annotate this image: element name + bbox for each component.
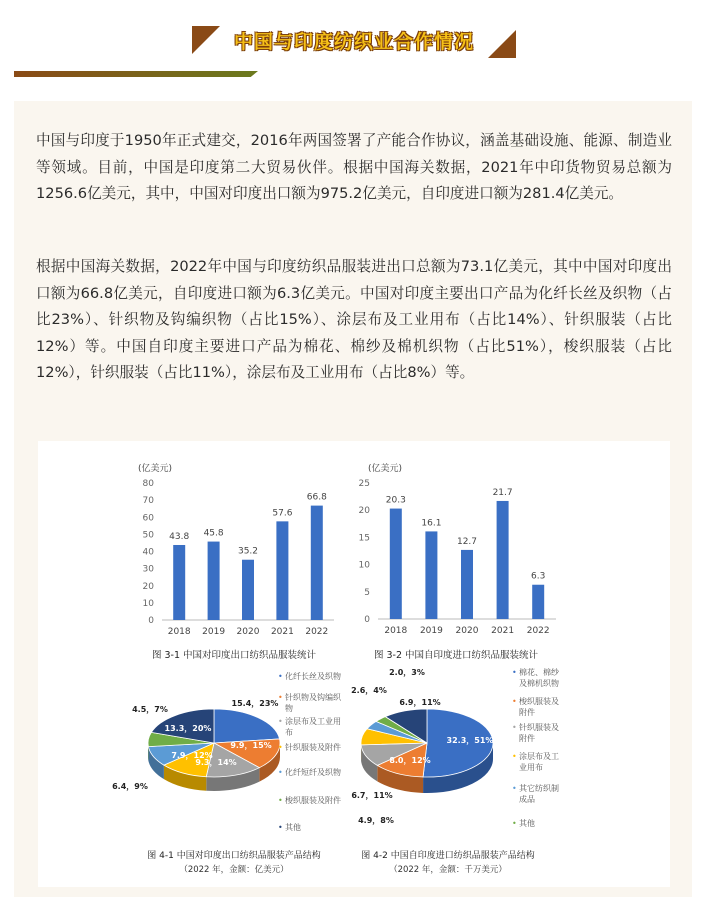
bar-chart-1-data-label: 43.8 (169, 531, 190, 542)
bar-chart-2-bar (461, 550, 473, 619)
pie-1-data-label: 13.3，20% (164, 724, 212, 733)
bar-chart-2-caption: 图 3-2 中国自印度进口纺织品服装统计 (373, 650, 539, 661)
pie-1-data-label: 15.4，23% (231, 699, 279, 708)
bar-chart-1-xtick: 2022 (305, 627, 329, 637)
bar-chart-2-bar (497, 501, 509, 619)
bar-chart-2-data-label: 12.7 (456, 536, 478, 547)
pie-1-legend-label: 其他 (285, 823, 301, 832)
pie-1-legend-bullet: • (278, 672, 283, 681)
bar-chart-2-bar (425, 531, 437, 619)
pie-2-data-label: 2.6，4% (351, 686, 387, 695)
charts-svg (38, 441, 670, 887)
bar-chart-1-ytick: 50 (142, 530, 154, 541)
pie-1-legend-label: 梭织服装及附件 (285, 796, 341, 805)
pie-1-data-label: 9.9，15% (230, 741, 272, 750)
paragraph-trade-overview: 中国与印度于1950年正式建交，2016年两国签署了产能合作协议，涵盖基础设施、能源、制造业等领域。目前，中国是印度第二大贸易伙伴。根据中国海关数据，2021年中印货物贸易总额为1256.6亿美元，其中，中国对印度出口额为975.2亿美元，自印度进口额为281.4亿美元。 (36, 132, 672, 202)
pie-2-legend-label: 成品 (519, 795, 535, 804)
pie-2-data-label: 32.3，51% (446, 736, 494, 745)
bar-chart-2-data-label: 21.7 (492, 487, 513, 498)
bar-chart-2-data-label: 6.3 (531, 571, 546, 582)
pie-2-subcaption: （2022 年，金额：千万美元） (389, 865, 507, 875)
bar-chart-1-ytick: 0 (148, 616, 154, 626)
bar-chart-2-xtick: 2020 (455, 626, 479, 636)
bar-chart-2-xtick: 2019 (419, 626, 443, 636)
pie-1-slice (214, 709, 280, 743)
bar-chart-2-bar (532, 585, 544, 619)
pie-2-data-label: 4.9，8% (358, 816, 394, 825)
bar-chart-1-ytick: 80 (142, 479, 154, 489)
pie-1-data-label: 9.3，14% (195, 758, 237, 767)
bar-chart-2-xtick: 2021 (491, 626, 515, 636)
pie-1-legend-label: 针织服装及附件 (285, 743, 341, 752)
pie-1-legend-bullet: • (278, 768, 283, 777)
pie-1-data-label: 4.5，7% (132, 705, 168, 714)
pie-2-legend-bullet: • (512, 697, 517, 706)
pie-1-legend-bullet: • (278, 796, 283, 805)
pie-2-legend-bullet: • (512, 723, 517, 732)
pie-1-legend-bullet: • (278, 717, 283, 726)
pie-1-legend-bullet: • (278, 693, 283, 702)
pie-2-legend-bullet: • (512, 668, 517, 677)
bar-chart-1-bar (242, 560, 254, 620)
pie-1-legend-label: 涂层布及工业用 (285, 717, 341, 726)
pie-1-data-label: 7.9，12% (171, 751, 213, 760)
pie-2-legend-label: 针织服装及 (519, 723, 559, 732)
bar-chart-1-xtick: 2018 (167, 627, 191, 637)
bar-chart-2-bar (390, 509, 402, 619)
bar-chart-2-ytick: 0 (364, 615, 370, 625)
bar-chart-2-ytick: 10 (358, 560, 370, 571)
pie-2-legend-bullet: • (512, 784, 517, 793)
pie-2-legend-bullet: • (512, 819, 517, 828)
pie-2-legend-label: 其它纺织制 (519, 784, 559, 793)
pie-1-legend-label: 布 (285, 728, 293, 737)
bar-chart-2-ytick: 15 (358, 533, 370, 544)
bar-chart-2-ytick: 20 (358, 506, 370, 517)
pie-2-data-label: 6.9，11% (399, 698, 441, 707)
bar-chart-2-ylabel: (亿美元) (368, 464, 403, 474)
bar-chart-1-bar (208, 542, 220, 620)
bar-chart-1-xtick: 2020 (236, 627, 260, 637)
bar-chart-2-ytick: 25 (358, 479, 370, 489)
pie-1-subcaption: （2022 年，金额：亿美元） (179, 865, 289, 875)
bar-chart-1-ytick: 10 (142, 598, 154, 609)
bar-chart-2-data-label: 20.3 (385, 495, 406, 506)
pie-1-legend-label: 物 (285, 704, 293, 713)
bar-chart-1-data-label: 45.8 (203, 528, 224, 539)
bar-chart-1-ytick: 40 (142, 547, 154, 558)
pie-1-data-label: 6.4，9% (112, 782, 148, 791)
bar-chart-1-data-label: 35.2 (237, 546, 259, 557)
bar-chart-1-ytick: 20 (142, 581, 154, 592)
pie-2-data-label: 8.0，12% (389, 756, 431, 765)
pie-1-legend-label: 化纤短纤及织物 (285, 768, 341, 777)
pie-1-legend-bullet: • (278, 743, 283, 752)
pie-1-legend-label: 化纤长丝及织物 (285, 672, 341, 681)
title-underline (14, 71, 258, 77)
title-left-decoration (192, 26, 220, 54)
bar-chart-2-xtick: 2022 (526, 626, 550, 636)
bar-chart-1-data-label: 57.6 (272, 508, 293, 519)
bar-chart-2-data-label: 16.1 (421, 518, 442, 529)
bar-chart-1-xtick: 2021 (270, 627, 294, 637)
pie-2-legend-label: 其他 (519, 819, 535, 828)
bar-chart-1-ylabel: (亿美元) (138, 464, 173, 474)
title-right-decoration (488, 30, 516, 58)
bar-chart-2-xtick: 2018 (384, 626, 408, 636)
pie-1-legend-bullet: • (278, 823, 283, 832)
bar-chart-1-ytick: 60 (142, 513, 154, 524)
pie-2-legend-label: 棉花、棉纱 (519, 668, 559, 677)
pie-2-legend-label: 梭织服装及 (519, 697, 559, 706)
bar-chart-1-caption: 图 3-1 中国对印度出口纺织品服装统计 (151, 650, 317, 661)
bar-chart-1-data-label: 66.8 (306, 492, 327, 503)
pie-2-data-label: 6.7，11% (351, 791, 393, 800)
bar-chart-1-bar (311, 506, 323, 620)
pie-2-legend-label: 附件 (519, 708, 535, 717)
bar-chart-1-ytick: 30 (142, 564, 154, 575)
bar-chart-2-ytick: 5 (364, 587, 370, 598)
header (0, 0, 709, 90)
pie-2-legend-bullet: • (512, 752, 517, 761)
bar-chart-1-xtick: 2019 (202, 627, 226, 637)
pie-1-caption: 图 4-1 中国对印度出口纺织品服装产品结构 (147, 851, 321, 861)
bar-chart-1-ytick: 70 (142, 496, 154, 507)
pie-2-legend-label: 附件 (519, 734, 535, 743)
chart-figure (38, 441, 670, 887)
pie-1-legend-label: 针织物及钩编织 (285, 693, 341, 702)
pie-2-data-label: 2.0，3% (389, 668, 425, 677)
bar-chart-1-bar (173, 545, 185, 620)
bar-chart-1-bar (276, 521, 288, 620)
paragraph-textile-trade: 根据中国海关数据，2022年中国与印度纺织品服装进出口总额为73.1亿美元，其中中国对印度出口额为66.8亿美元，自印度进口额为6.3亿美元。中国对印度主要出口产品为化纤长丝及织物（占比23%）、针织物及钩编织物（占比15%）、涂层布及工业用布（占比14%）、针织服装（占比12%）等。中国自印度主要进口产品为棉花、棉纱及棉机织物（占比51%），梭织服装（占比12%），针织服装（占比11%），涂层布及工业用布（占比8%）等。 (36, 258, 672, 381)
pie-2-caption: 图 4-2 中国自印度进口纺织品服装产品结构 (361, 851, 535, 861)
page-title: 中国与印度纺织业合作情况 (233, 31, 474, 53)
pie-2-legend-label: 涂层布及工 (519, 752, 559, 761)
pie-2-legend-label: 业用布 (519, 763, 543, 772)
pie-2-legend-label: 及棉机织物 (519, 679, 559, 688)
